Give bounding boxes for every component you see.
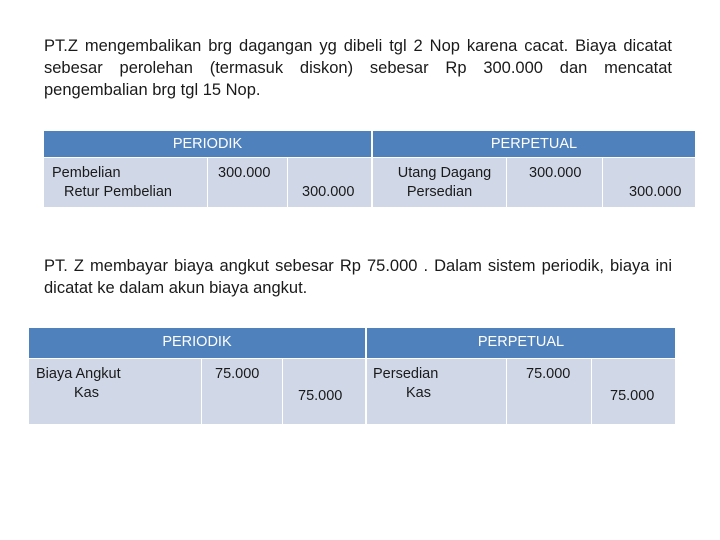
perpetual-account-cell [373, 158, 506, 207]
periodik-debit-cell [202, 359, 282, 424]
perpetual-credit-cell [592, 359, 675, 424]
header-periodik: PERIODIK [29, 328, 365, 358]
header-perpetual: PERPETUAL [367, 328, 675, 358]
perpetual-credit-amount: 75.000 [610, 388, 655, 404]
perpetual-credit-account: Kas [406, 385, 431, 401]
perpetual-credit-amount: 300.000 [629, 184, 682, 200]
paragraph-retur: PT.Z mengembalikan brg dagangan yg dibeli tgl 2 Nop karena cacat. Biaya dicatat sebesar perolehan (termasuk diskon) sebesar Rp 300.000 dan mencatat pengembalian brg tgl 15 Nop. [44, 37, 672, 99]
perpetual-debit-amount: 75.000 [526, 366, 571, 382]
journal-table-biaya-angkut [29, 328, 675, 424]
perpetual-debit-account: Utang Dagang [397, 165, 492, 181]
periodik-credit-amount: 75.000 [298, 388, 343, 404]
periodik-credit-cell [283, 359, 365, 424]
header-perpetual: PERPETUAL [373, 131, 695, 157]
periodik-debit-amount: 300.000 [218, 165, 271, 181]
journal-table-retur [44, 131, 695, 207]
periodik-credit-cell [288, 158, 371, 207]
perpetual-credit-cell [603, 158, 695, 207]
periodik-account-cell [29, 359, 201, 424]
periodik-debit-amount: 75.000 [215, 366, 260, 382]
periodik-debit-account: Biaya Angkut [36, 366, 121, 382]
paragraph-biaya-angkut: PT. Z membayar biaya angkut sebesar Rp 75.000 . Dalam sistem periodik, biaya ini dicatat ke dalam akun biaya angkut. [44, 257, 672, 297]
periodik-debit-account: Pembelian [52, 165, 121, 181]
perpetual-debit-cell [507, 359, 591, 424]
header-periodik: PERIODIK [44, 131, 371, 157]
periodik-account-cell [44, 158, 207, 207]
perpetual-credit-account: Persedian [406, 184, 473, 200]
perpetual-debit-account: Persedian [373, 366, 439, 382]
perpetual-debit-cell [507, 158, 602, 207]
perpetual-account-cell [367, 359, 506, 424]
periodik-credit-amount: 300.000 [302, 184, 355, 200]
periodik-credit-account: Kas [74, 385, 99, 401]
periodik-credit-account: Retur Pembelian [64, 184, 172, 200]
periodik-debit-cell [208, 158, 287, 207]
perpetual-debit-amount: 300.000 [529, 165, 582, 181]
